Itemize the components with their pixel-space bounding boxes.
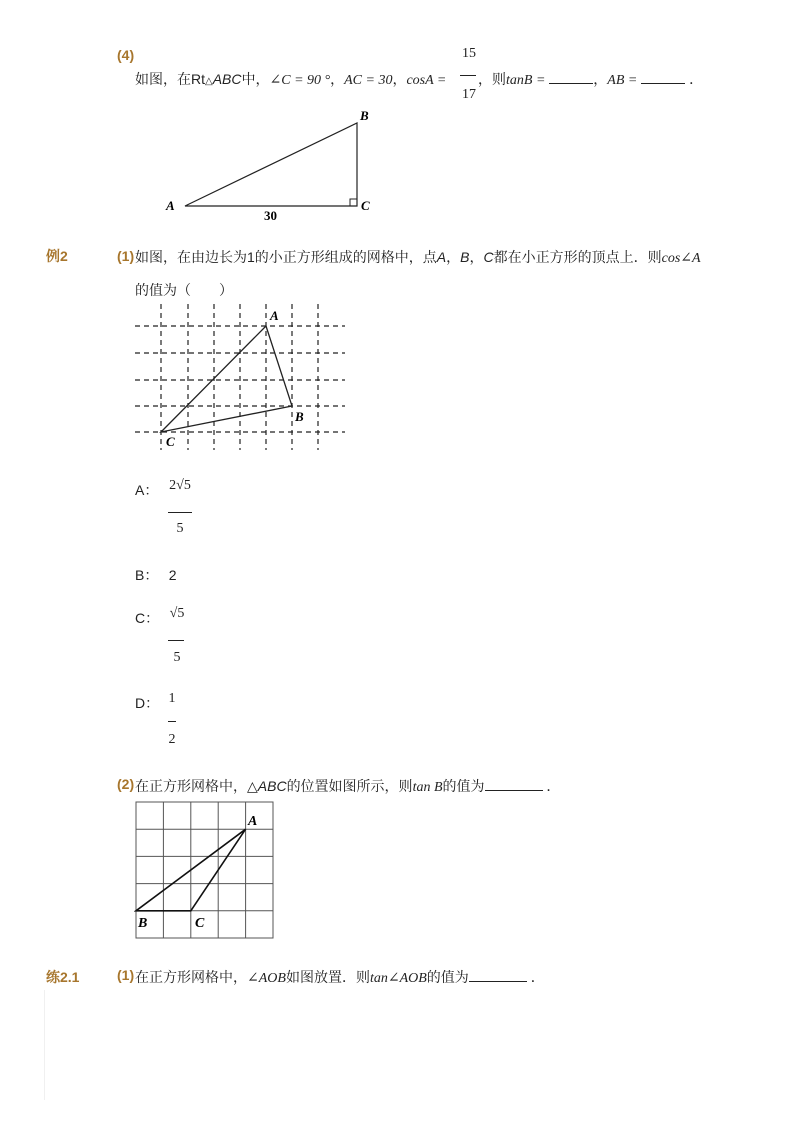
question-text (135, 247, 701, 267)
answer-blank-tanb[interactable] (549, 71, 593, 84)
option-a-numerator: 2√5 (169, 478, 191, 493)
vertex-label-b: B (360, 108, 369, 123)
option-d-denominator: 2 (168, 732, 176, 747)
text-segment: 的值为 (426, 969, 469, 985)
vertex-label-c: C (166, 434, 175, 449)
question-text-tail (478, 69, 703, 89)
question-text-line2: 的值为（ ） (135, 282, 233, 298)
text-segment: 都在小正方形的顶点上．则 (493, 249, 662, 265)
text-segment: 如图，在Rt (135, 71, 205, 87)
answer-blank[interactable] (469, 969, 527, 982)
option-key: B： (135, 567, 159, 583)
ab-expression: AB = (607, 73, 638, 88)
answer-blank[interactable] (485, 778, 543, 791)
section-tag-practice21: 练2.1 (46, 969, 80, 985)
vertex-label-a: A (270, 308, 279, 323)
option-value: 2 (168, 567, 177, 583)
separator: ， (446, 249, 461, 265)
vertex-label-b: B (138, 916, 148, 931)
cos-expression: cos∠A (661, 251, 701, 266)
grid-lines (135, 304, 345, 450)
question-text (135, 967, 545, 987)
vertex-label-c: C (361, 198, 370, 213)
triangle-name: △ABC (247, 778, 287, 794)
angle-expression: ∠AOB (247, 971, 286, 986)
square-grid-figure (134, 800, 279, 942)
text-segment: 在正方形网格中， (135, 778, 247, 794)
separator: ， (392, 71, 407, 87)
option-a[interactable] (135, 480, 158, 500)
option-d-numerator: 1 (168, 691, 176, 706)
option-key: C： (135, 610, 160, 626)
option-a-denominator: 5 (176, 521, 184, 536)
question-number: (2) (117, 776, 135, 792)
angle-expression: ∠C = 90 ° (269, 73, 331, 88)
left-margin-line (44, 990, 45, 1100)
option-key: D： (135, 695, 160, 711)
tan-expression: tan∠AOB (369, 971, 427, 986)
text-segment: 如图放置．则 (285, 969, 370, 985)
option-c-denominator: 5 (173, 650, 181, 665)
separator: ， (330, 71, 345, 87)
triangle-abc (185, 123, 357, 206)
fraction-bar (168, 512, 192, 513)
option-c[interactable] (135, 608, 159, 628)
answer-blank-ab[interactable] (641, 71, 685, 84)
question-text (135, 69, 446, 89)
question-number: (4) (117, 47, 135, 63)
vertex-label-a: A (248, 814, 258, 829)
text-segment: 中， (241, 71, 270, 87)
fraction-bar (168, 640, 184, 641)
right-triangle-figure (150, 100, 390, 225)
triangle-abc (161, 326, 292, 432)
question-text (135, 776, 560, 796)
vertex-label-b: B (295, 409, 304, 424)
text-segment: 的位置如图所示，则 (286, 778, 413, 794)
text-segment: ，则 (478, 71, 506, 87)
dashed-grid-figure (135, 300, 350, 460)
text-segment: 如图，在由边长为1的小正方形组成的网格中，点 (135, 249, 437, 265)
triangle-symbol: △ (205, 76, 213, 87)
period: ． (530, 969, 545, 985)
period: ． (546, 778, 561, 794)
fraction-numerator: 15 (462, 46, 476, 61)
fraction-denominator: 17 (462, 87, 476, 102)
tan-expression: tan B (412, 780, 443, 795)
fraction-bar (460, 75, 476, 76)
section-tag-example2: 例2 (46, 248, 68, 264)
side-expression: AC = 30 (344, 73, 393, 88)
point-c: C (483, 249, 494, 265)
option-b[interactable] (135, 565, 177, 585)
vertex-label-a: A (166, 198, 175, 213)
option-key: A： (135, 482, 159, 498)
question-number: (1) (117, 967, 135, 983)
separator: ， (469, 249, 484, 265)
vertex-label-c: C (195, 916, 205, 931)
cos-expression: cosA = (406, 73, 447, 88)
separator: ， (593, 71, 608, 87)
point-a: A (436, 249, 447, 265)
option-c-numerator: √5 (169, 606, 185, 621)
side-length-label: 30 (264, 208, 277, 223)
text-segment: 在正方形网格中， (135, 969, 247, 985)
fraction-bar (168, 721, 176, 722)
point-b: B (460, 249, 470, 265)
text-segment: 的值为 (442, 778, 485, 794)
triangle-name: ABC (212, 71, 242, 87)
tan-expression: tanB = (506, 73, 546, 88)
right-angle-mark (350, 199, 357, 206)
question-number: (1) (117, 248, 135, 264)
period: ． (689, 71, 704, 87)
option-d[interactable] (135, 693, 159, 713)
